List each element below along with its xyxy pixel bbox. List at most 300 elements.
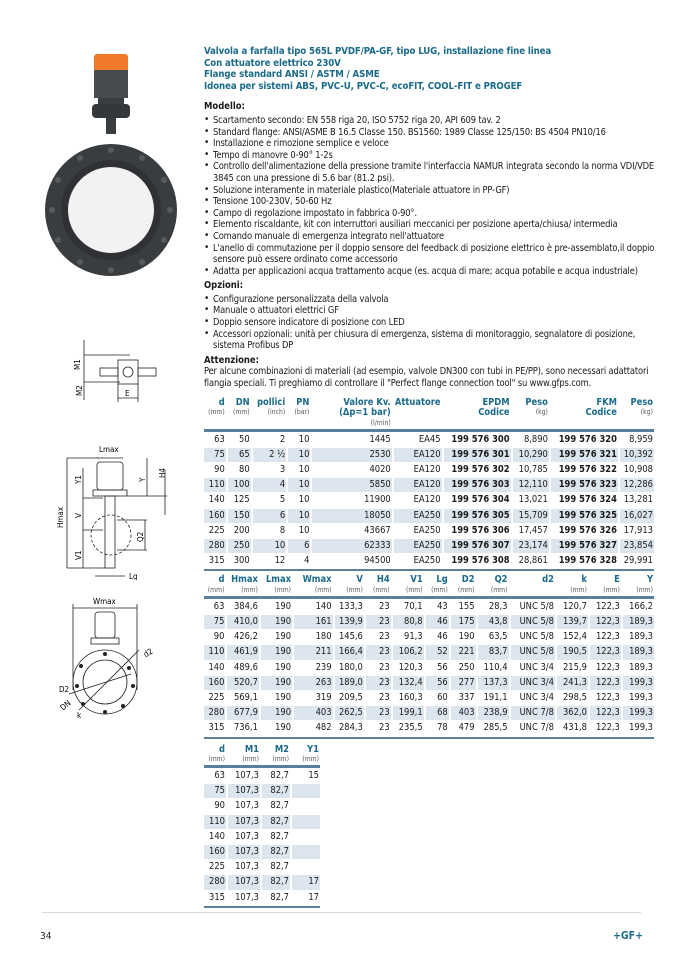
table-cell: 18050 <box>312 509 391 523</box>
page-number: 34 <box>40 931 52 942</box>
table-cell: 12 <box>274 555 286 567</box>
table-cell: 191,1 <box>483 692 508 704</box>
table-cell: 50 <box>239 433 250 445</box>
table-cell: EA250 <box>413 555 441 567</box>
table-row <box>204 539 654 553</box>
table-cell: 199 576 307 <box>444 539 511 553</box>
column-header <box>393 575 424 595</box>
table-cell: 10 <box>298 524 310 536</box>
column-header <box>228 745 260 765</box>
table-cell: 189,3 <box>623 615 654 629</box>
list-item: • Installazione e rimozione semplice e veloce <box>204 138 656 150</box>
table-cell: 199 576 301 <box>444 448 511 462</box>
column-unit: (kg) <box>640 408 653 417</box>
column-header <box>478 575 509 595</box>
table-cell: UNC 3/4 <box>519 661 554 673</box>
table-cell: UNC 3/4 <box>511 676 555 690</box>
table-cell: 160 <box>204 509 226 523</box>
table-cell: 23 <box>379 600 390 612</box>
table-cell: EA45 <box>418 433 441 445</box>
table-cell: 122,3 <box>595 631 620 643</box>
column-unit: (mm) <box>346 585 363 594</box>
v-label: V <box>74 513 83 518</box>
table-cell <box>292 830 320 844</box>
column-header-label: Hmax <box>231 574 258 586</box>
table-cell: 5 <box>279 494 286 506</box>
table-cell: 384,6 <box>233 600 258 612</box>
title-line: Flange standard ANSI / ASTM / ASME <box>204 69 380 81</box>
main-content <box>204 46 656 909</box>
table-cell: 17,913 <box>623 524 653 536</box>
table-cell: 16,027 <box>620 509 654 523</box>
table-cell: 190 <box>261 676 292 690</box>
table-cell: 221 <box>451 645 476 659</box>
table-row <box>204 691 654 705</box>
column-unit: (mm) <box>314 585 332 594</box>
column-header-label: DN <box>235 396 250 408</box>
table-cell: 180,0 <box>338 661 363 673</box>
column-header <box>312 398 391 428</box>
order-codes-table <box>202 397 656 573</box>
column-unit: (mm) <box>208 408 225 417</box>
table-cell <box>292 784 320 798</box>
table-cell: 10 <box>288 509 310 523</box>
table-cell: 107,3 <box>235 891 259 903</box>
table-row <box>204 721 654 735</box>
dn-label: DN <box>58 698 73 713</box>
list-item: • L'anello di commutazione per il doppio sensore del feedback di posizione elettrico è pre-assemblato,il doppio sensore può essere ordinato come accessorio <box>204 243 656 266</box>
side-view-drawing <box>55 440 180 580</box>
column-unit: (mm) <box>274 585 292 594</box>
table-cell: 122,3 <box>590 615 621 629</box>
table-cell: 122,3 <box>595 692 620 704</box>
table-cell: 362,0 <box>557 706 588 720</box>
table-cell: 10 <box>298 464 310 476</box>
table-cell: 107,3 <box>235 800 259 812</box>
table-cell: 215,9 <box>562 661 587 673</box>
top-dimensions-table <box>202 744 322 909</box>
table-cell: 28,861 <box>518 555 548 567</box>
y1-label: Y1 <box>74 475 83 484</box>
list-item: • Tempo di manovre 0-90° 1-2s <box>204 150 656 162</box>
table-cell: 4 <box>253 478 287 492</box>
d2-upper-label: D2 <box>59 685 70 694</box>
table-cell: 199 576 326 <box>558 524 617 536</box>
table-cell: 82,7 <box>262 784 290 798</box>
h4-label: H4 <box>158 468 167 478</box>
table-cell: 277 <box>451 676 476 690</box>
q2-label: Q2 <box>136 531 145 542</box>
column-unit: (bar) <box>294 408 310 417</box>
table-cell: 155 <box>458 600 475 612</box>
table-cell: 238,9 <box>478 706 509 720</box>
column-unit: (mm) <box>207 585 225 594</box>
column-header-label: E <box>614 574 620 586</box>
table-cell: 23 <box>379 631 390 643</box>
column-unit: (mm) <box>233 408 250 417</box>
table-cell: 13,281 <box>623 494 653 506</box>
table-cell: 199 576 324 <box>558 494 617 506</box>
table-cell: 262,5 <box>335 706 364 720</box>
table-cell: 2 <box>279 433 286 445</box>
table-cell: 83,7 <box>478 645 509 659</box>
table-row <box>204 615 654 629</box>
column-unit <box>395 408 441 417</box>
k-label: k <box>77 711 82 720</box>
column-unit <box>512 586 554 595</box>
table-cell: 140 <box>208 494 225 506</box>
table-cell: 11900 <box>364 494 391 506</box>
m1-label: M1 <box>73 359 82 370</box>
table-cell <box>292 815 320 829</box>
table-cell: 29,991 <box>623 555 653 567</box>
column-header <box>294 575 333 595</box>
top-view-drawing <box>70 338 185 408</box>
column-unit: (mm) <box>405 585 423 594</box>
table-cell: 139,9 <box>335 615 364 629</box>
table-row <box>204 448 654 462</box>
table-cell: 189,3 <box>629 661 653 673</box>
list-item: • Campo di regolazione impostato in fabbrica 0-90°. <box>204 208 656 220</box>
table-cell: 190 <box>261 615 292 629</box>
table-row <box>204 784 320 798</box>
table-cell: 63,5 <box>488 631 508 643</box>
table-cell: 23 <box>379 692 390 704</box>
table-cell: 199 576 321 <box>551 448 618 462</box>
table-cell: 107,3 <box>228 875 260 889</box>
column-header-label: Y1 <box>307 743 319 755</box>
column-unit <box>445 419 510 428</box>
table-cell: 150 <box>228 509 251 523</box>
table-cell: 94500 <box>364 555 391 567</box>
table-cell: 199,3 <box>623 706 654 720</box>
table-cell: 199,1 <box>393 706 424 720</box>
table-cell: 199 576 323 <box>551 478 618 492</box>
column-unit: (mm) <box>241 585 258 594</box>
table-row <box>204 845 320 859</box>
column-header <box>451 575 476 595</box>
table-cell: 6 <box>253 509 287 523</box>
table-cell: 160 <box>204 845 226 859</box>
table-cell: 489,6 <box>233 661 258 673</box>
table-end-rule <box>204 906 320 908</box>
title-line: Idonea per sistemi ABS, PVC-U, PVC-C, ecoFIT, COOL-FIT e PROGEF <box>204 80 523 92</box>
header-rule <box>204 596 654 599</box>
table-cell: 23 <box>379 661 390 673</box>
table-cell: 199 576 320 <box>558 433 617 445</box>
table-cell: 160 <box>204 676 225 690</box>
list-item: • Comando manuale di emergenza integrato nell'attuatore <box>204 231 656 243</box>
column-header <box>620 398 654 428</box>
table-cell: UNC 7/8 <box>511 706 555 720</box>
table-cell: 17 <box>308 891 319 903</box>
table-cell: 91,3 <box>404 631 423 643</box>
list-item: • Soluzione interamente in materiale plastico(Materiale attuatore in PP-GF) <box>204 185 656 197</box>
column-header <box>557 575 588 595</box>
table-cell: 63 <box>214 770 225 782</box>
table-cell: 120,3 <box>398 661 423 673</box>
table-cell: 75 <box>204 784 226 798</box>
list-item: • Manuale o attuatori elettrici GF <box>204 305 656 317</box>
list-item: • Tensione 100-230V, 50-60 Hz <box>204 196 656 208</box>
table-cell: 199 576 327 <box>551 539 618 553</box>
column-header-label: Wmax <box>302 574 332 586</box>
table-cell: 403 <box>294 706 333 720</box>
table-end-rule <box>204 569 654 571</box>
table-cell: 410,0 <box>227 615 258 629</box>
column-header <box>394 398 442 428</box>
table-cell: 46 <box>437 631 448 643</box>
table-row <box>204 875 320 889</box>
table-cell: 239 <box>315 661 332 673</box>
table-cell: 152,4 <box>562 631 587 643</box>
table-cell: 122,3 <box>595 661 620 673</box>
table-row <box>204 433 654 447</box>
table-cell: 199 576 304 <box>451 494 510 506</box>
column-header-label: EPDM <box>482 396 510 408</box>
table-cell: 190 <box>458 631 475 643</box>
table-cell: 23,174 <box>513 539 549 553</box>
column-unit: (inch) <box>267 408 286 417</box>
table-cell: 107,3 <box>228 845 260 859</box>
column-header-label: H4 <box>376 574 390 586</box>
table-cell: 17,457 <box>518 524 548 536</box>
table-row <box>204 524 654 538</box>
column-header-label: Lg <box>436 574 448 586</box>
table-cell: 241,3 <box>557 676 588 690</box>
table-cell: 2 ½ <box>253 448 287 462</box>
table-cell: 82,7 <box>270 861 289 873</box>
column-header <box>292 745 320 765</box>
table-cell: 13,021 <box>518 494 548 506</box>
table-row <box>204 630 654 644</box>
lmax-label: Lmax <box>99 445 119 454</box>
column-unit: (mm) <box>302 755 319 763</box>
table-cell: 3 <box>279 464 286 476</box>
d2-label: d2 <box>142 646 155 660</box>
table-cell: 15,709 <box>513 509 549 523</box>
table-cell: UNC 5/8 <box>519 631 554 643</box>
table-cell: 80 <box>239 464 250 476</box>
column-header <box>288 398 310 428</box>
table-row <box>204 830 320 844</box>
attenzione-heading: Attenzione: <box>204 354 260 366</box>
table-cell: UNC 3/4 <box>519 692 554 704</box>
table-cell: 161 <box>294 615 333 629</box>
column-unit: (mm) <box>457 585 475 594</box>
table-cell: 199,3 <box>629 692 653 704</box>
table-cell: 4 <box>304 555 310 567</box>
table-cell: 280 <box>204 539 226 553</box>
table-row <box>204 706 654 720</box>
table-cell: 211 <box>294 645 333 659</box>
column-header <box>513 398 549 428</box>
table-cell: 677,9 <box>227 706 258 720</box>
table-cell: 403 <box>451 706 476 720</box>
table-cell: 70,1 <box>404 600 423 612</box>
table-cell: 199 576 306 <box>451 524 510 536</box>
table-cell: 122,3 <box>590 706 621 720</box>
table-cell: 337 <box>458 692 475 704</box>
column-unit: (l/min) <box>370 418 391 427</box>
table-cell: 43,8 <box>478 615 509 629</box>
column-header-label: d <box>218 574 225 586</box>
column-header <box>262 745 290 765</box>
table-cell: 23,854 <box>620 539 654 553</box>
table-cell: 46 <box>426 615 449 629</box>
column-unit: (mm) <box>272 755 289 763</box>
table-cell: 190 <box>275 631 292 643</box>
e-label: E <box>125 389 130 398</box>
hmax-label: Hmax <box>56 506 65 528</box>
table-cell: 10 <box>253 539 287 553</box>
table-cell: 75 <box>204 615 225 629</box>
table-cell: 10 <box>298 494 310 506</box>
table-cell: 300 <box>233 555 250 567</box>
table-cell: 60 <box>437 692 448 704</box>
table-cell: 280 <box>204 706 225 720</box>
list-item: • Elemento riscaldante, kit con interruttori ausiliari meccanici per posizione aperta/chiusa/ intermedia <box>204 219 656 231</box>
table-cell: 90 <box>214 800 225 812</box>
gf-logo: +GF+ <box>612 930 643 942</box>
table-cell: 190 <box>275 661 292 673</box>
table-row <box>204 661 654 675</box>
table-cell: 23 <box>366 676 391 690</box>
table-cell: 482 <box>315 722 332 734</box>
table-cell: 199 576 328 <box>558 555 617 567</box>
column-header <box>366 575 391 595</box>
table-cell: 110 <box>204 815 226 829</box>
list-item: • Controllo dell'alimentazione della pressione tramite l'interfaccia NAMUR integrata secondo la norma VDI/VDE 3845 con una pressione di 5.6 bar (81.2 psi). <box>204 161 656 184</box>
table-cell: 10,785 <box>518 464 548 476</box>
column-header-label2: Codice <box>585 407 617 419</box>
table-row <box>204 478 654 492</box>
list-item: • Accessori opzionali: unità per chiusura di emergenza, sistema di monitoraggio, segnalatore di posizione, sistema Profibus DP <box>204 329 656 352</box>
dimensions-table <box>202 574 656 739</box>
table-row <box>204 891 320 905</box>
table-cell: 315 <box>209 891 225 903</box>
table-cell: 52 <box>426 645 449 659</box>
footer-divider <box>42 912 641 913</box>
column-header-label: M1 <box>244 743 259 755</box>
table-cell: 132,4 <box>393 676 424 690</box>
table-row <box>204 860 320 874</box>
table-cell: 199 576 308 <box>451 555 510 567</box>
table-cell: 133,3 <box>338 600 363 612</box>
table-cell: 90 <box>213 631 225 643</box>
table-cell: 315 <box>208 722 225 734</box>
table-row <box>204 493 654 507</box>
table-cell: 225 <box>208 692 225 704</box>
table-cell: 315 <box>208 555 225 567</box>
table-cell: 90 <box>214 464 225 476</box>
table-cell: 23 <box>366 706 391 720</box>
table-end-rule <box>204 737 654 739</box>
table-cell: 1445 <box>369 433 391 445</box>
table-cell: 199 576 300 <box>451 433 510 445</box>
table-cell <box>292 860 320 874</box>
table-cell: 284,3 <box>338 722 363 734</box>
table-cell: 199 576 303 <box>444 478 511 492</box>
list-item: • Standard flange: ANSI/ASME B 16.5 Classe 150. BS1560: 1989 Classe 125/150: BS 4504 PN10/16 <box>204 127 656 139</box>
table-cell: EA120 <box>394 448 442 462</box>
modello-heading: Modello: <box>204 101 245 113</box>
table-cell: 23 <box>379 722 390 734</box>
table-cell: 190 <box>275 692 292 704</box>
table-cell: 5850 <box>312 478 391 492</box>
table-cell: 23 <box>366 645 391 659</box>
column-header <box>623 575 654 595</box>
table-cell: UNC 5/8 <box>511 645 555 659</box>
column-header <box>204 398 226 428</box>
table-cell: 140 <box>208 661 225 673</box>
list-item: • Adatta per applicazioni acqua trattamento acque (es. acqua di mare; acqua potabile e acqua industriale) <box>204 266 656 278</box>
table-cell: 190 <box>275 722 292 734</box>
table-cell: 107,3 <box>228 815 260 829</box>
table-cell: 8 <box>279 524 286 536</box>
table-cell: 110 <box>204 645 225 659</box>
table-cell: 110 <box>204 478 226 492</box>
column-header-label: PN <box>296 396 310 408</box>
table-cell: 63 <box>213 600 225 612</box>
table-cell: 319 <box>315 692 332 704</box>
table-cell: 10,290 <box>513 448 549 462</box>
column-unit: (mm) <box>603 585 620 594</box>
table-header-row <box>204 398 654 428</box>
table-cell: 122,3 <box>590 645 621 659</box>
table-cell: 479 <box>458 722 475 734</box>
v1-label: V1 <box>74 550 83 560</box>
table-cell: 180 <box>315 631 332 643</box>
table-cell: 82,7 <box>270 891 289 903</box>
table-cell: 160,3 <box>398 692 423 704</box>
table-cell: 12,286 <box>620 478 654 492</box>
column-header-label: Q2 <box>494 574 508 586</box>
table-cell: 62333 <box>312 539 391 553</box>
column-header <box>227 575 258 595</box>
table-cell: 235,5 <box>398 722 423 734</box>
title-line: Con attuatore elettrico 230V <box>204 57 341 69</box>
table-cell: 4020 <box>369 464 391 476</box>
table-cell: 82,7 <box>262 845 290 859</box>
title-line: Valvola a farfalla tipo 565L PVDF/PA-GF, tipo LUG, installazione fine linea <box>204 46 552 57</box>
column-header <box>335 575 364 595</box>
table-cell: 43667 <box>364 524 391 536</box>
column-unit <box>552 419 617 428</box>
column-unit: (mm) <box>372 585 390 594</box>
modello-list <box>204 115 656 277</box>
table-cell: 199 576 325 <box>551 509 618 523</box>
table-cell: 106,2 <box>393 645 424 659</box>
header-rule <box>204 765 320 768</box>
table-cell <box>292 845 320 859</box>
column-header-label: Peso <box>525 396 548 408</box>
table-row <box>204 815 320 829</box>
table-cell: 166,4 <box>335 645 364 659</box>
table-cell: 15 <box>308 770 319 782</box>
column-header <box>228 398 251 428</box>
table-row <box>204 600 654 614</box>
column-header-label: M2 <box>274 743 289 755</box>
column-header-label: k <box>581 574 587 586</box>
table-cell: EA120 <box>413 464 441 476</box>
table-cell: 189,3 <box>623 645 654 659</box>
opzioni-heading: Opzioni: <box>204 280 244 292</box>
table-cell: 56 <box>426 676 449 690</box>
table-cell: 140 <box>209 830 225 842</box>
column-header <box>590 575 621 595</box>
table-cell <box>292 799 320 813</box>
